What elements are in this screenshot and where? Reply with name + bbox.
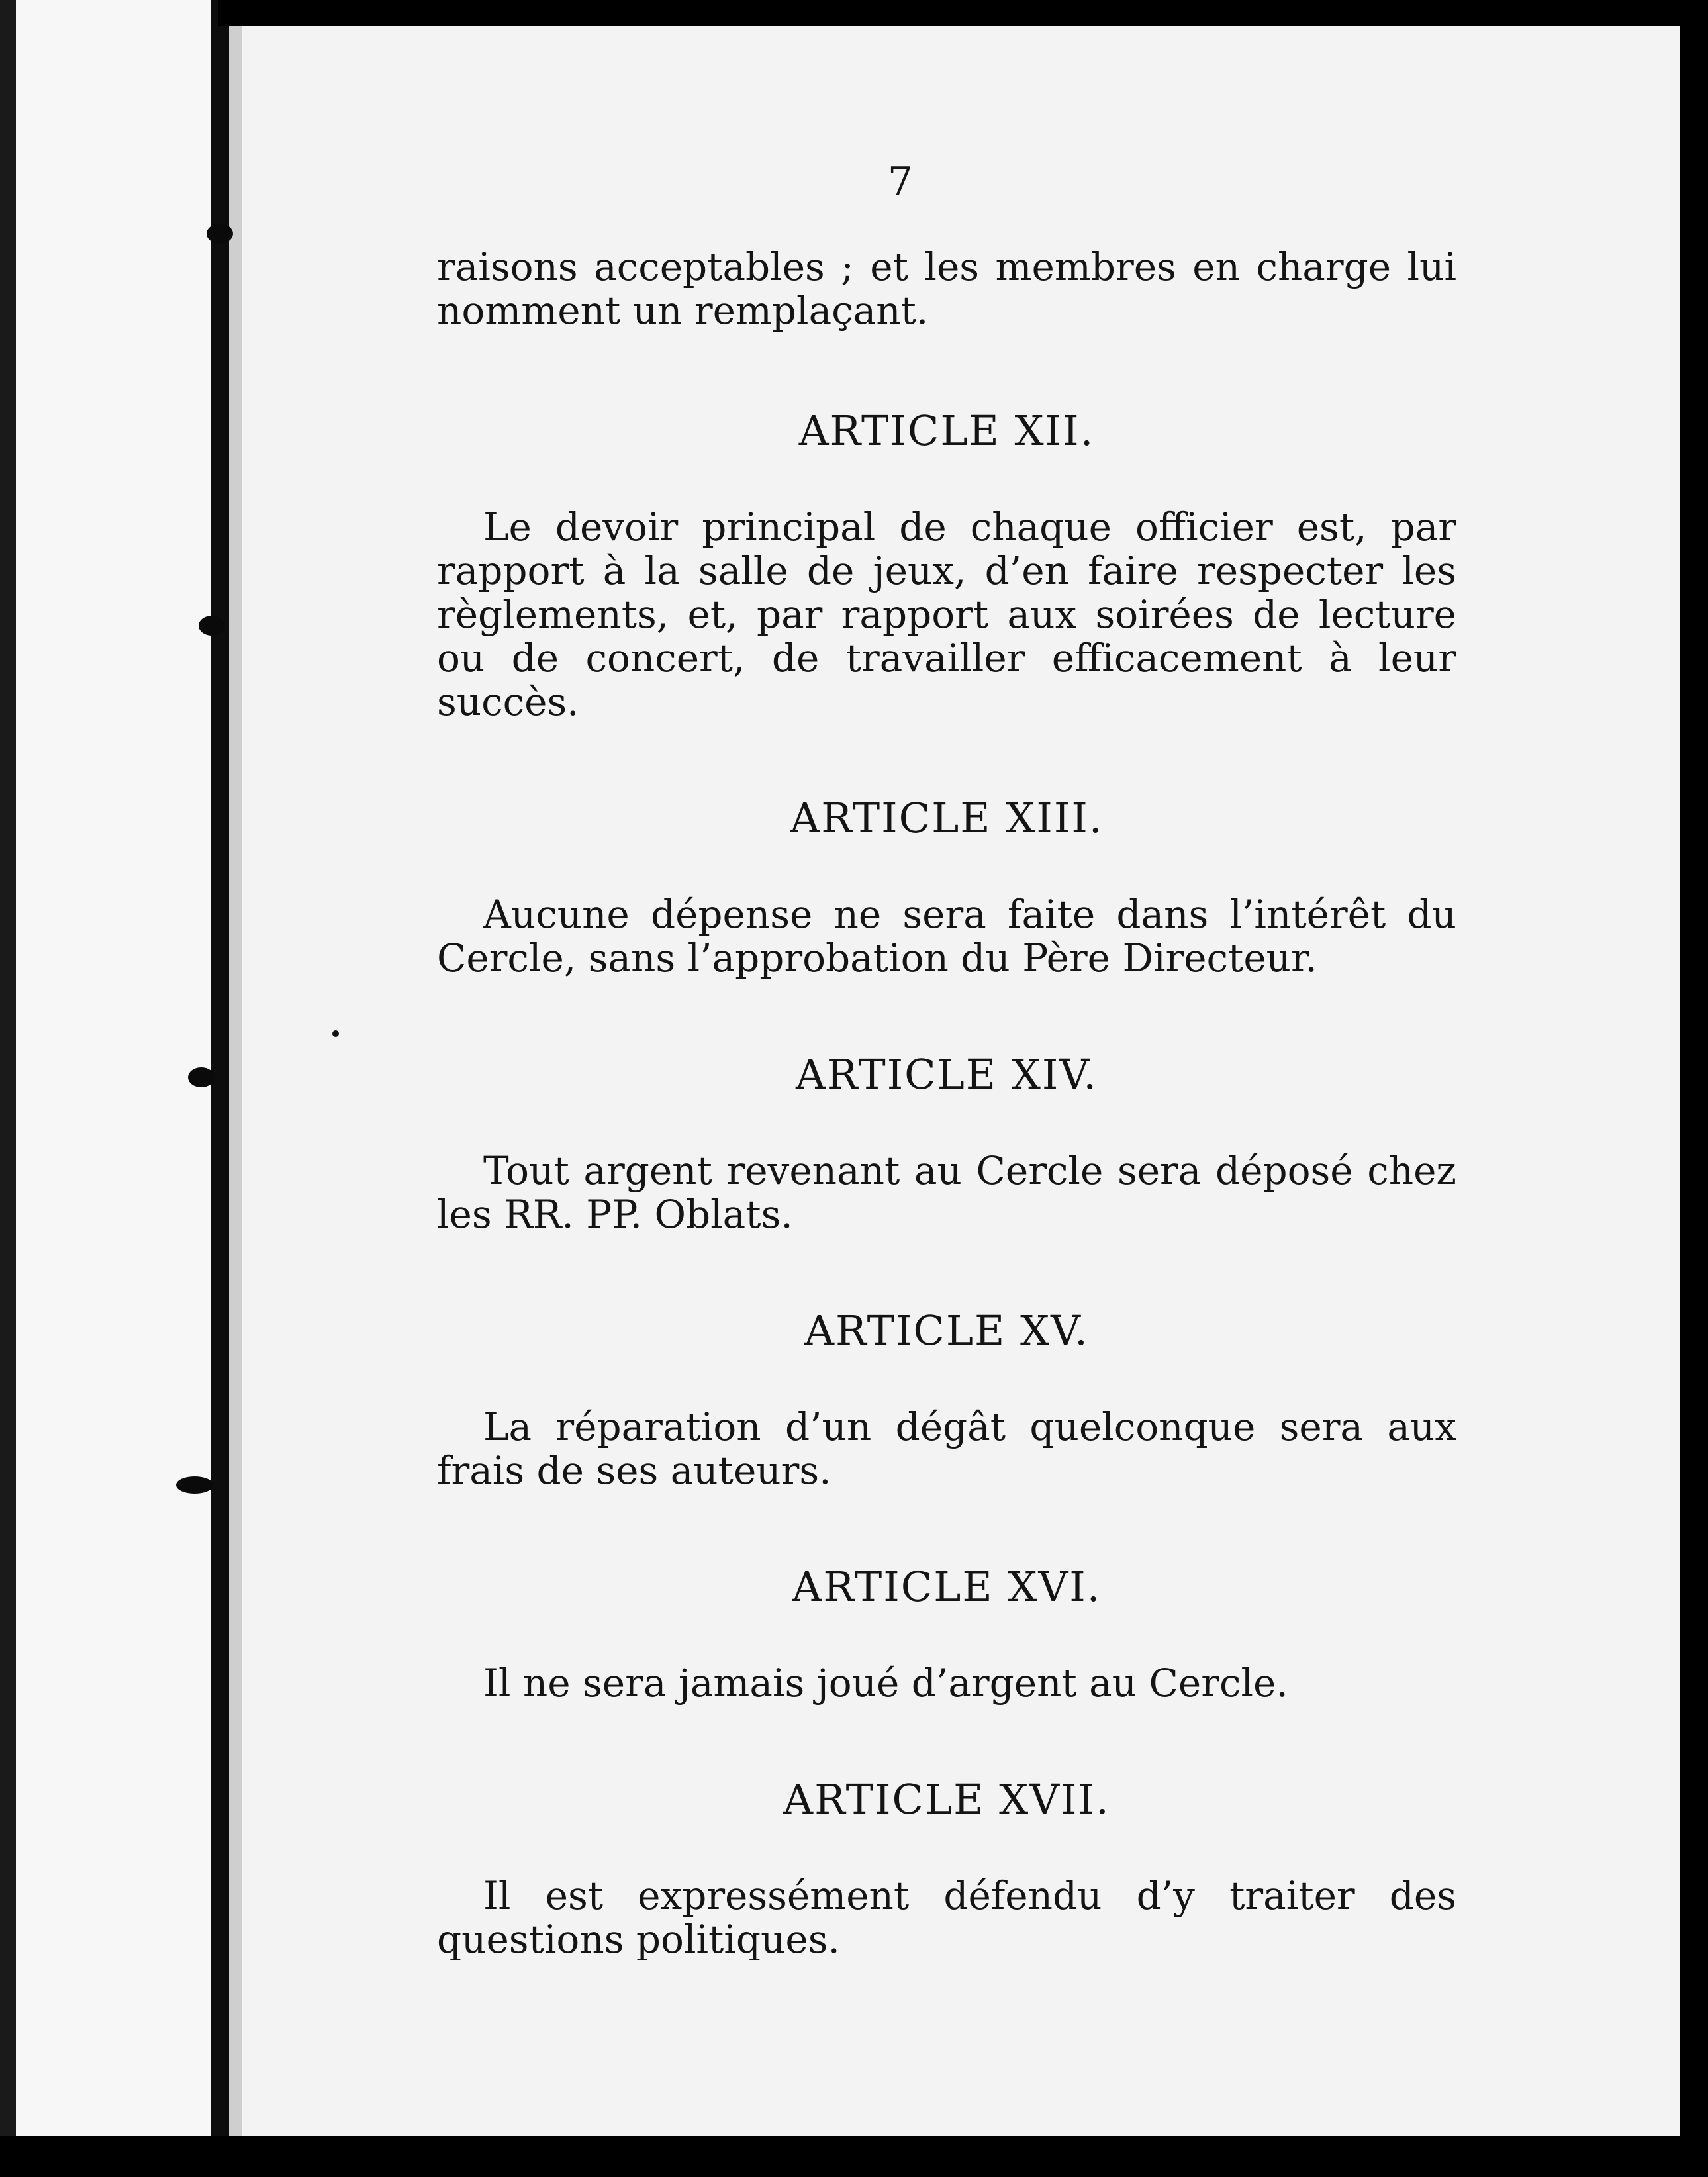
article-blocks [437,245,1456,1961]
article-heading: ARTICLE XIII. [790,794,1104,842]
scan-border-top [218,0,1708,26]
binding-thread-knot [199,616,225,636]
ink-speck [332,1030,339,1037]
binding-thread-knot [207,224,233,244]
binding-thread-knot [176,1476,213,1494]
article-paragraph: Aucune dépense ne sera faite dans l’intérêt du Cercle, sans l’approbation du Père Directeur. [437,892,1456,981]
article-heading: ARTICLE XVII. [783,1775,1110,1823]
facing-page-margin [0,0,211,2136]
article-heading: ARTICLE XIV. [795,1050,1098,1098]
page-text [437,159,1456,1961]
binding-spine [211,0,229,2139]
article-paragraph: raisons acceptables ; et les membres en charge lui nomment un remplaçant. [437,244,1456,333]
article-paragraph: Tout argent revenant au Cercle sera déposé chez les RR. PP. Oblats. [437,1148,1456,1237]
scan-border-right [1680,0,1708,2177]
article-paragraph: La réparation d’un dégât quelconque sera aux frais de ses auteurs. [437,1404,1456,1493]
article-heading: ARTICLE XVI. [792,1563,1102,1611]
spine-shadow [229,0,242,2139]
scan-border-bottom [0,2136,1708,2177]
article-paragraph: Il est expressément défendu d’y traiter des questions politiques. [437,1873,1456,1962]
page-number: 7 [887,159,914,205]
article-paragraph: Le devoir principal de chaque officier est, par rapport à la salle de jeux, d’en faire respecter les règlements, et, par rapport aux soirées de lecture ou de concert, de travailler efficacement à leur succès. [437,505,1456,724]
article-heading: ARTICLE XV. [804,1306,1089,1355]
article-paragraph: Il ne sera jamais joué d’argent au Cercle. [483,1661,1288,1706]
binding-thread-knot [188,1067,214,1087]
scan-border-left [0,0,16,2136]
article-heading: ARTICLE XII. [798,407,1095,455]
